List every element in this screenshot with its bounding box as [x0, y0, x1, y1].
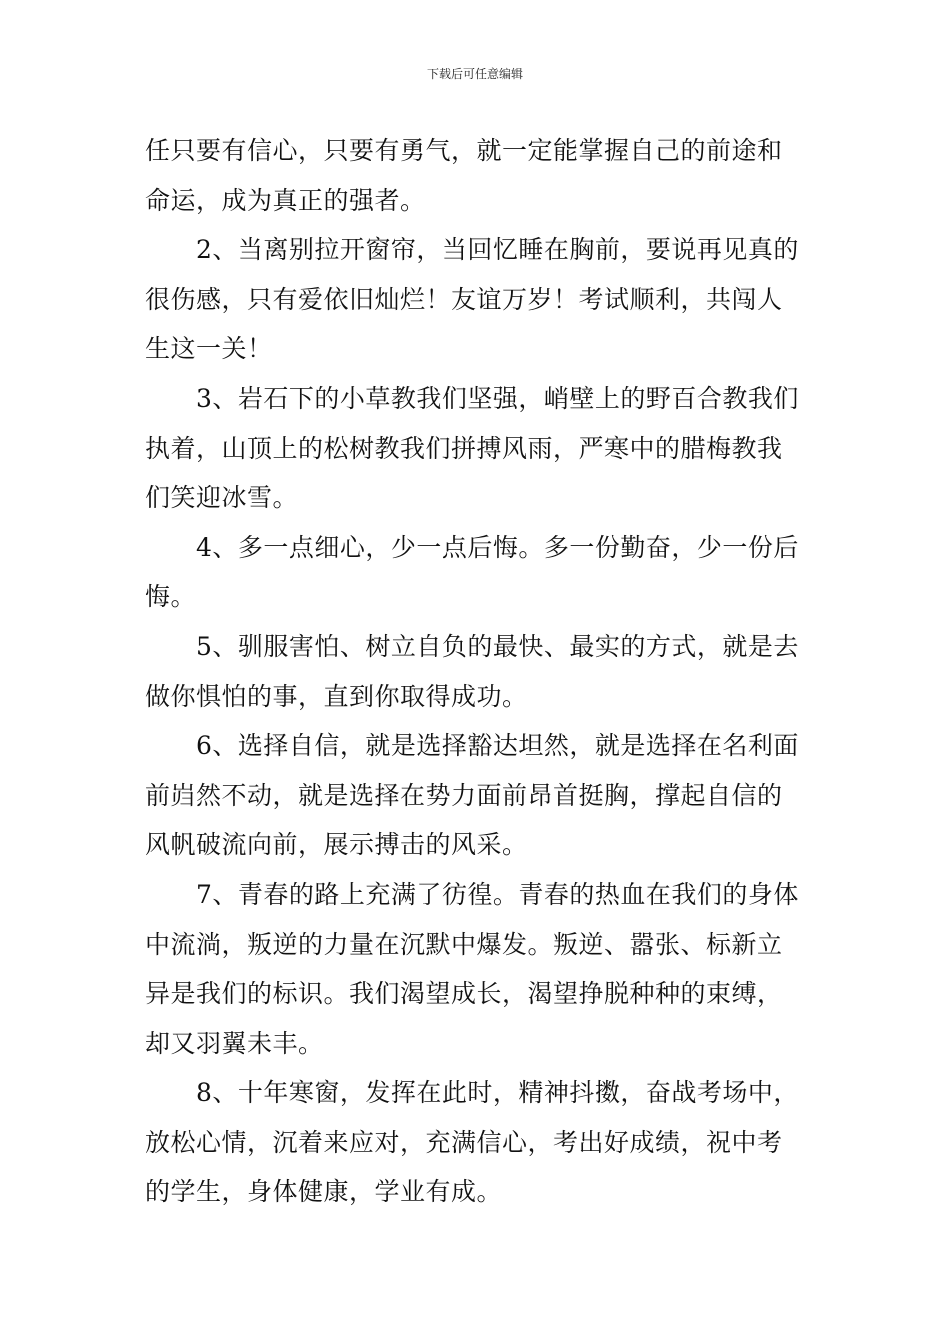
text-line: 放松心情，沉着来应对，充满信心，考出好成绩，祝中考	[145, 1127, 783, 1157]
paragraph-item-6	[145, 721, 807, 870]
text-line: 2、当离别拉开窗帘，当回忆睡在胸前，要说再见真的	[196, 235, 799, 265]
text-line: 的学生，身体健康，学业有成。	[145, 1177, 503, 1207]
text-line: 任只要有信心，只要有勇气，就一定能掌握自己的前途和	[145, 136, 783, 165]
text-line: 却又羽翼未丰。	[145, 1028, 324, 1058]
text-line: 命运，成为真正的强者。	[145, 185, 426, 215]
paragraph-item-7	[145, 870, 807, 1068]
text-line: 中流淌，叛逆的力量在沉默中爆发。叛逆、嚣张、标新立	[145, 929, 783, 959]
paragraph-item-5	[145, 622, 807, 721]
text-line: 7、青春的路上充满了彷徨。青春的热血在我们的身体	[196, 879, 799, 909]
text-line: 很伤感，只有爱依旧灿烂！友谊万岁！考试顺利，共闯人	[145, 284, 783, 314]
text-line: 异是我们的标识。我们渴望成长，渴望挣脱种种的束缚，	[145, 979, 783, 1009]
text-line: 风帆破流向前，展示搏击的风采。	[145, 830, 528, 860]
text-line: 做你惧怕的事，直到你取得成功。	[145, 681, 528, 711]
paragraph-item-2	[145, 225, 807, 374]
text-line: 3、岩石下的小草教我们坚强，峭壁上的野百合教我们	[196, 383, 799, 413]
document-body	[145, 126, 807, 1217]
paragraph-item-8	[145, 1068, 807, 1217]
text-line: 执着，山顶上的松树教我们拼搏风雨，严寒中的腊梅教我	[145, 433, 783, 463]
text-line: 前岿然不动，就是选择在势力面前昂首挺胸，撑起自信的	[145, 780, 783, 810]
text-line: 生这一关！	[145, 334, 273, 364]
text-line: 6、选择自信，就是选择豁达坦然，就是选择在名利面	[196, 731, 799, 761]
text-line: 5、驯服害怕、树立自负的最快、最实的方式，就是去	[196, 631, 799, 661]
text-line: 悔。	[145, 582, 197, 612]
text-line: 8、十年寒窗，发挥在此时，精神抖擞，奋战考场中，	[196, 1078, 799, 1108]
paragraph-continuation	[145, 126, 807, 225]
paragraph-item-4	[145, 523, 807, 622]
text-line: 4、多一点细心，少一点后悔。多一份勤奋，少一份后	[196, 532, 799, 562]
page-header: 下载后可任意编辑	[426, 67, 523, 81]
paragraph-item-3	[145, 374, 807, 523]
text-line: 们笑迎冰雪。	[145, 483, 299, 513]
